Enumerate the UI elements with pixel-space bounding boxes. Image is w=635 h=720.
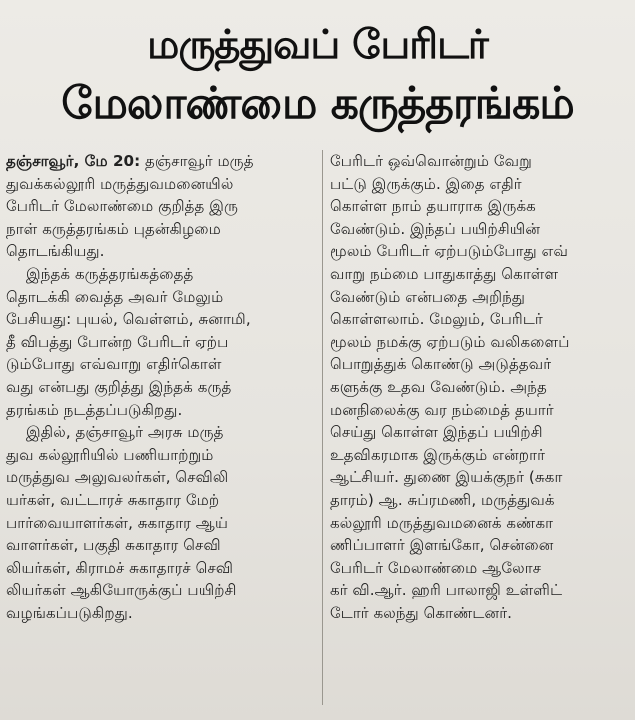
article-line: பேசியது: புயல், வெள்ளம், சுனாமி, [6,310,251,329]
article-line [6,263,316,286]
article-column-right [330,150,630,624]
article-line: பேரிடர் மேலாண்மை குறித்த இரு [6,197,239,216]
article-line: துவ கல்லூரியில் பணியாற்றும் [6,445,214,464]
article-line: வழங்கப்படுகிறது. [6,603,133,622]
headline-line-2: மேலாண்மை கருத்தரங்கம் [61,78,574,129]
article-column-left [6,150,316,624]
article-line: தரங்கம் நடத்தப்படுகிறது. [6,400,183,419]
article-line: வாறு நம்மை பாதுகாத்து கொள்ள [330,264,559,283]
article-line-text: தஞ்சாவூர் மருத் [140,152,254,170]
article-line: கொள்ள நாம் தயாராக இருக்க [330,197,536,216]
column-divider [322,150,323,705]
article-line: தாரம்) ஆ. சுப்ரமணி, மருத்துவக் [330,490,555,509]
article-line: தீ விபத்து போன்ற பேரிடர் ஏற்ப [6,332,229,351]
article-line-text: இதில், தஞ்சாவூர் அரசு மருத் [26,423,224,442]
article-line: பேரிடர் ஒவ்வொன்றும் வேறு [330,152,532,170]
article-line: யர்கள், வட்டாரச் சுகாதார மேற் [6,490,220,509]
article-line: டும்போது எவ்வாறு எதிர்கொள் [6,355,222,374]
article-line: தொடங்கியது. [6,242,105,261]
article-line [6,150,316,173]
article-line: மருத்துவ அலுவலர்கள், செவிலி [6,468,229,487]
article-line: மூலம் பேரிடர் ஏற்படும்போது எவ் [330,242,568,261]
article-line: செய்து கொள்ள இந்தப் பயிற்சி [330,423,543,442]
article-line: டோர் கலந்து கொண்டனர். [330,603,513,622]
article-line: பொறுத்துக் கொண்டு அடுத்தவர் [330,355,552,374]
headline-line-1: மருத்துவப் பேரிடர் [147,22,488,68]
article-line [6,421,316,444]
article-line: லியர்கள் ஆகியோருக்குப் பயிற்சி [6,581,237,600]
article-line-text: இந்தக் கருத்தரங்கத்தைத் [26,264,194,283]
article-line: கொள்ளலாம். மேலும், பேரிடர் [330,310,543,329]
article-line: பார்வையாளர்கள், சுகாதார ஆய் [6,513,229,532]
article-line: கர் வி.ஆர். ஹரி பாலாஜி உள்ளிட் [330,581,563,600]
article-line: வாளர்கள், பகுதி சுகாதார செவி [6,536,221,555]
article-line: மூலம் நமக்கு ஏற்படும் வலிகளைப் [330,332,570,351]
article-line: பட்டு இருக்கும். இதை எதிர் [330,174,522,193]
article-line: பேரிடர் மேலாண்மை ஆலோச [330,558,542,577]
article-line: ஆட்சியர். துணை இயக்குநர் (சுகா [330,468,563,487]
article-line: களுக்கு உதவ வேண்டும். அந்த [330,377,547,396]
article-line: தொடக்கி வைத்த அவர் மேலும் [6,287,224,306]
article-line: துவக்கல்லூரி மருத்துவமனையில் [6,174,234,193]
article-line: ணிப்பாளர் இளங்கோ, சென்னை [330,536,554,555]
article-line: வேண்டும் என்பதை அறிந்து [330,287,526,306]
article-line: வது என்பது குறித்து இந்தக் கருத் [6,377,232,396]
article-line: கல்லூரி மருத்துவமனைக் கண்கா [330,513,554,532]
article-line: உதவிகரமாக இருக்கும் என்றார் [330,445,546,464]
article-line: லியர்கள், கிராமச் சுகாதாரச் செவி [6,558,234,577]
article-line: மனநிலைக்கு வர நம்மைத் தயார் [330,400,554,419]
article-line: நாள் கருத்தரங்கம் புதன்கிழமை [6,219,221,238]
article-line: வேண்டும். இந்தப் பயிற்சியின் [330,219,541,238]
dateline: தஞ்சாவூர், மே 20: [6,152,141,170]
